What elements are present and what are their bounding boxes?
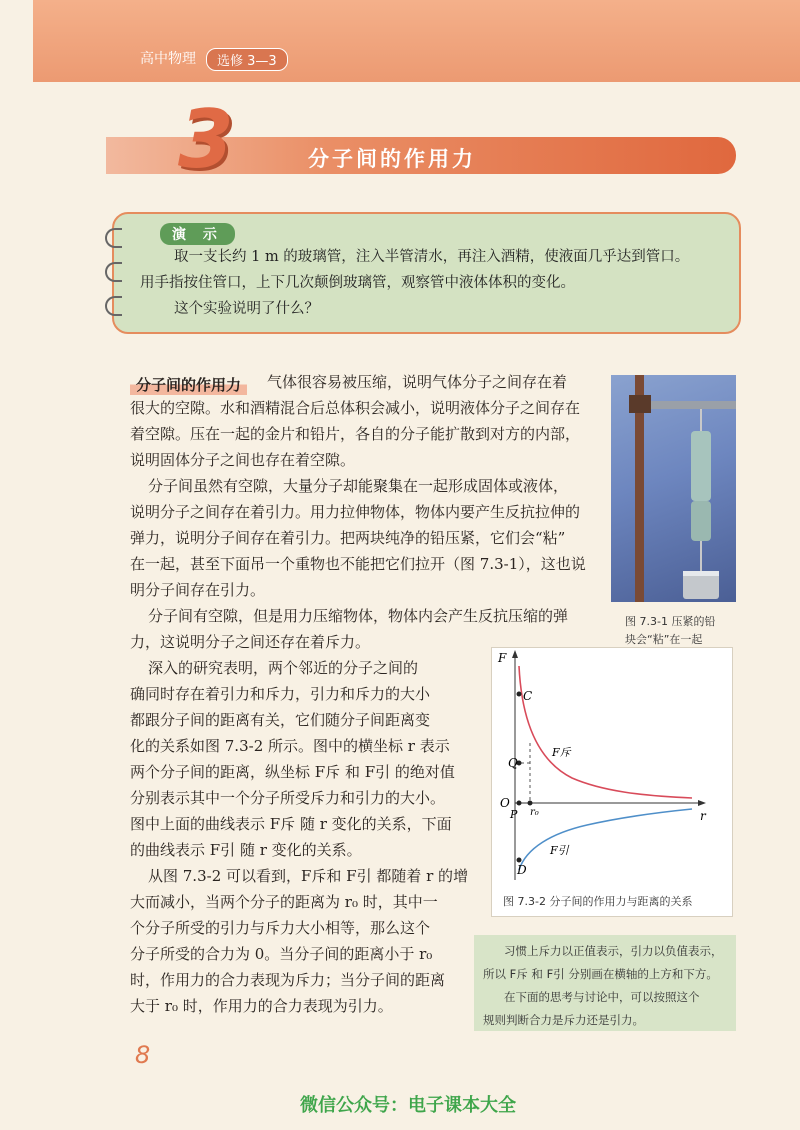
body-line: 弹力，说明分子间存在着引力。把两块纯净的铅压紧，它们会“粘” (130, 529, 566, 547)
figure1-caption: 图 7.3-1 压紧的铅 (625, 615, 716, 628)
demo-line: 取一支长约 1 m 的玻璃管，注入半管清水，再注入酒精，使液面几乎达到管口。 (174, 249, 690, 265)
force-distance-figure (491, 647, 733, 917)
lead-blocks-illustration (611, 375, 736, 602)
body-line: 图中上面的曲线表示 F斥 随 r 变化的关系，下面 (130, 815, 452, 833)
body-line: 分子所受的合力为 0。当分子间的距离小于 r₀ (130, 945, 433, 963)
header-band (33, 0, 800, 82)
point-r0 (528, 801, 533, 806)
point-c (517, 692, 522, 697)
body-line: 在一起，甚至下面吊一个重物也不能把它们拉开（图 7.3-1），这也说 (130, 555, 586, 573)
body-line: 说明分子之间存在着引力。用力拉伸物体，物体内要产生反抗拉伸的 (130, 503, 581, 521)
header-title: 高中物理 (140, 51, 196, 67)
body-line: 气体很容易被压缩，说明气体分子之间存在着 (267, 373, 568, 391)
x-axis-arrow-icon (698, 800, 706, 806)
body-line: 两个分子间的距离，纵坐标 F斥 和 F引 的绝对值 (130, 763, 455, 781)
label-r0: r₀ (530, 807, 539, 818)
note-line: 习惯上斥力以正值表示，引力以负值表示， (504, 944, 723, 958)
point-d (517, 858, 522, 863)
body-line: 明分子间存在引力。 (130, 581, 266, 599)
y-axis-arrow-icon (512, 650, 518, 658)
body-line: 大而减小，当两个分子的距离为 r₀ 时，其中一 (130, 893, 438, 911)
demo-line: 这个实验说明了什么？ (174, 301, 319, 317)
section-number: 3 (178, 93, 234, 186)
header-tag: 选修 3—3 (206, 48, 288, 71)
body-line: 从图 7.3-2 可以看到，F斥和 F引 都随着 r 的增 (148, 867, 469, 885)
footer-watermark: 微信公众号：电子课本大全 (300, 1095, 516, 1116)
label-c: C (523, 689, 533, 703)
label-r: r (700, 809, 706, 823)
body-line: 着空隙。压在一起的金片和铅片，各自的分子能扩散到对方的内部， (130, 425, 581, 443)
attractive-force-curve (519, 809, 692, 870)
body-line: 深入的研究表明，两个邻近的分子之间的 (148, 659, 419, 677)
body-line: 化的关系如图 7.3-2 所示。图中的横坐标 r 表示 (130, 737, 450, 755)
note-line: 在下面的思考与讨论中，可以按照这个 (504, 990, 700, 1004)
label-q: Q (508, 756, 518, 770)
note-line: 所以 F斥 和 F引 分别画在横轴的上方和下方。 (483, 967, 718, 981)
body-line: 个分子所受的引力与斥力大小相等，那么这个 (130, 919, 431, 937)
body-line: 分别表示其中一个分子所受斥力和引力的大小。 (130, 789, 446, 807)
page-number: 8 (135, 1041, 151, 1069)
body-line: 大于 r₀ 时，作用力的合力表现为引力。 (130, 997, 393, 1015)
body-line: 很大的空隙。水和酒精混合后总体积会减小，说明液体分子之间存在 (130, 399, 581, 417)
demo-line: 用手指按住管口，上下几次颠倒玻璃管，观察管中液体体积的变化。 (140, 275, 575, 291)
binder-rings-icon (105, 228, 123, 330)
body-line: 分子间有空隙，但是用力压缩物体，物体内会产生反抗压缩的弹 (148, 607, 569, 625)
point-p (517, 801, 522, 806)
label-o: O (500, 796, 510, 810)
body-line: 分子间虽然有空隙，大量分子却能聚集在一起形成固体或液体， (148, 477, 569, 495)
body-line: 的曲线表示 F引 随 r 变化的关系。 (130, 841, 362, 859)
figure1-caption: 块会“粘”在一起 (625, 633, 703, 646)
figure2-caption: 图 7.3-2 分子间的作用力与距离的关系 (503, 895, 693, 908)
demo-label: 演 示 (160, 223, 235, 245)
label-p: P (510, 808, 518, 821)
section-title: 分子间的作用力 (308, 147, 476, 171)
body-line: 时，作用力的合力表现为斥力；当分子间的距离 (130, 971, 446, 989)
body-line: 都跟分子间的距离有关，它们随分子间距离变 (130, 711, 431, 729)
note-line: 规则判断合力是斥力还是引力。 (483, 1013, 644, 1027)
lead-blocks-photo (611, 375, 736, 602)
label-f-att: F引 (550, 844, 569, 857)
subsection-heading: 分子间的作用力 (130, 374, 247, 395)
force-distance-diagram (492, 648, 732, 888)
body-line: 说明固体分子之间也存在着空隙。 (130, 451, 356, 469)
repulsive-force-curve (519, 666, 692, 798)
body-line: 确同时存在着引力和斥力，引力和斥力的大小 (130, 685, 431, 703)
label-f-rep: F斥 (552, 746, 571, 759)
label-d: D (517, 863, 527, 877)
body-line: 力，这说明分子之间还存在着斥力。 (130, 633, 371, 651)
label-f: F (498, 651, 507, 665)
